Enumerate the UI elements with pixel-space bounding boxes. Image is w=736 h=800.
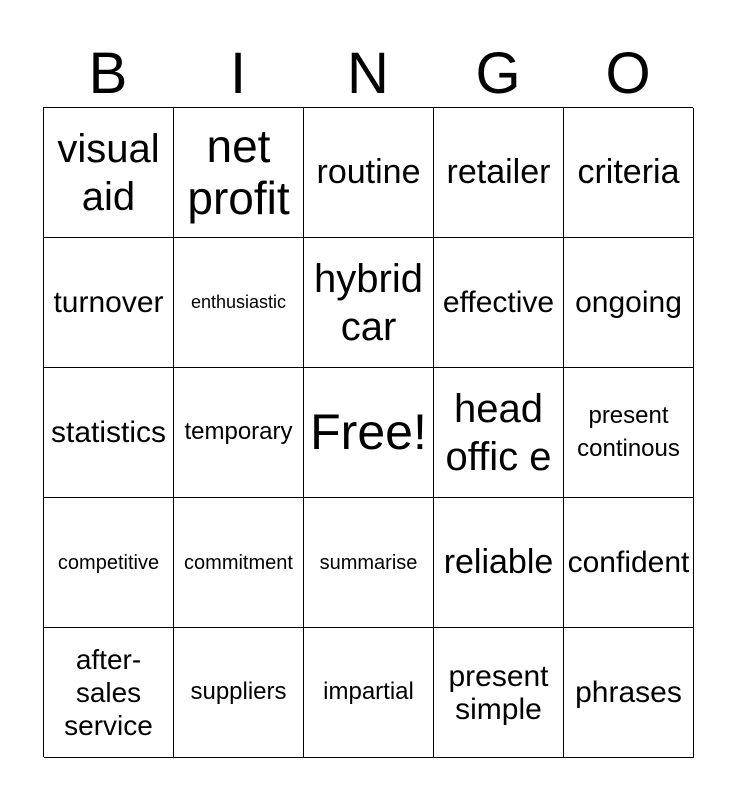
bingo-cell[interactable] [434,498,564,628]
bingo-cell[interactable] [434,368,564,498]
bingo-cell[interactable] [564,238,694,368]
bingo-cell[interactable] [174,498,304,628]
bingo-cell[interactable] [564,368,694,498]
bingo-cell-label: suppliers [190,678,287,706]
bingo-cell[interactable] [44,628,174,758]
bingo-cell[interactable] [44,498,174,628]
bingo-cell[interactable] [434,108,564,238]
bingo-cell-label: present simple [448,659,549,726]
bingo-cell-label: confident [567,546,690,579]
bingo-cell[interactable] [174,238,304,368]
bingo-cell-label: turnover [53,286,164,319]
bingo-cell-label: temporary [184,418,293,446]
bingo-cell-label: statistics [50,416,167,449]
bingo-cell[interactable] [174,628,304,758]
header-letter-n: N [347,41,389,106]
bingo-cell[interactable] [304,498,434,628]
bingo-cell[interactable] [304,238,434,368]
bingo-cell[interactable] [304,628,434,758]
bingo-cell[interactable] [564,108,694,238]
bingo-cell-label: phrases [575,676,682,709]
bingo-cell-label: criteria [577,152,680,191]
bingo-cell[interactable] [44,238,174,368]
bingo-cell-label: visual aid [57,126,160,219]
bingo-cell[interactable] [564,498,694,628]
bingo-cell[interactable] [174,368,304,498]
bingo-cell-label: effective [442,286,555,319]
bingo-cell-label: retailer [446,152,551,191]
bingo-cell-label: ongoing [575,286,682,319]
bingo-cell-label: commitment [184,551,293,574]
bingo-cell-label: summarise [319,551,418,574]
bingo-card [43,107,693,757]
bingo-cell-label: hybrid car [314,256,423,349]
bingo-cell-label: competitive [57,551,160,574]
bingo-cell[interactable] [44,108,174,238]
bingo-cell[interactable] [304,108,434,238]
bingo-cell[interactable] [174,108,304,238]
bingo-cell-label: impartial [323,678,414,706]
bingo-cell-label: head offic e [445,386,552,479]
header-letter-g: G [475,41,521,106]
bingo-cell-label: present continous [577,402,680,462]
bingo-header [43,40,693,108]
header-letter-i: I [229,41,247,106]
bingo-cell[interactable] [434,628,564,758]
bingo-cell-label: Free! [310,404,427,460]
free-space-cell[interactable] [304,368,434,498]
header-letter-b: B [88,41,128,106]
bingo-cell-label: after-sales service [64,643,153,742]
bingo-cell-label: routine [316,152,421,191]
bingo-cell-label: enthusiastic [190,291,287,312]
bingo-cell[interactable] [44,368,174,498]
bingo-cell-label: net profit [187,119,290,224]
header-letter-o: O [605,41,651,106]
bingo-cell[interactable] [434,238,564,368]
bingo-cell[interactable] [564,628,694,758]
bingo-cell-label: reliable [443,542,554,581]
